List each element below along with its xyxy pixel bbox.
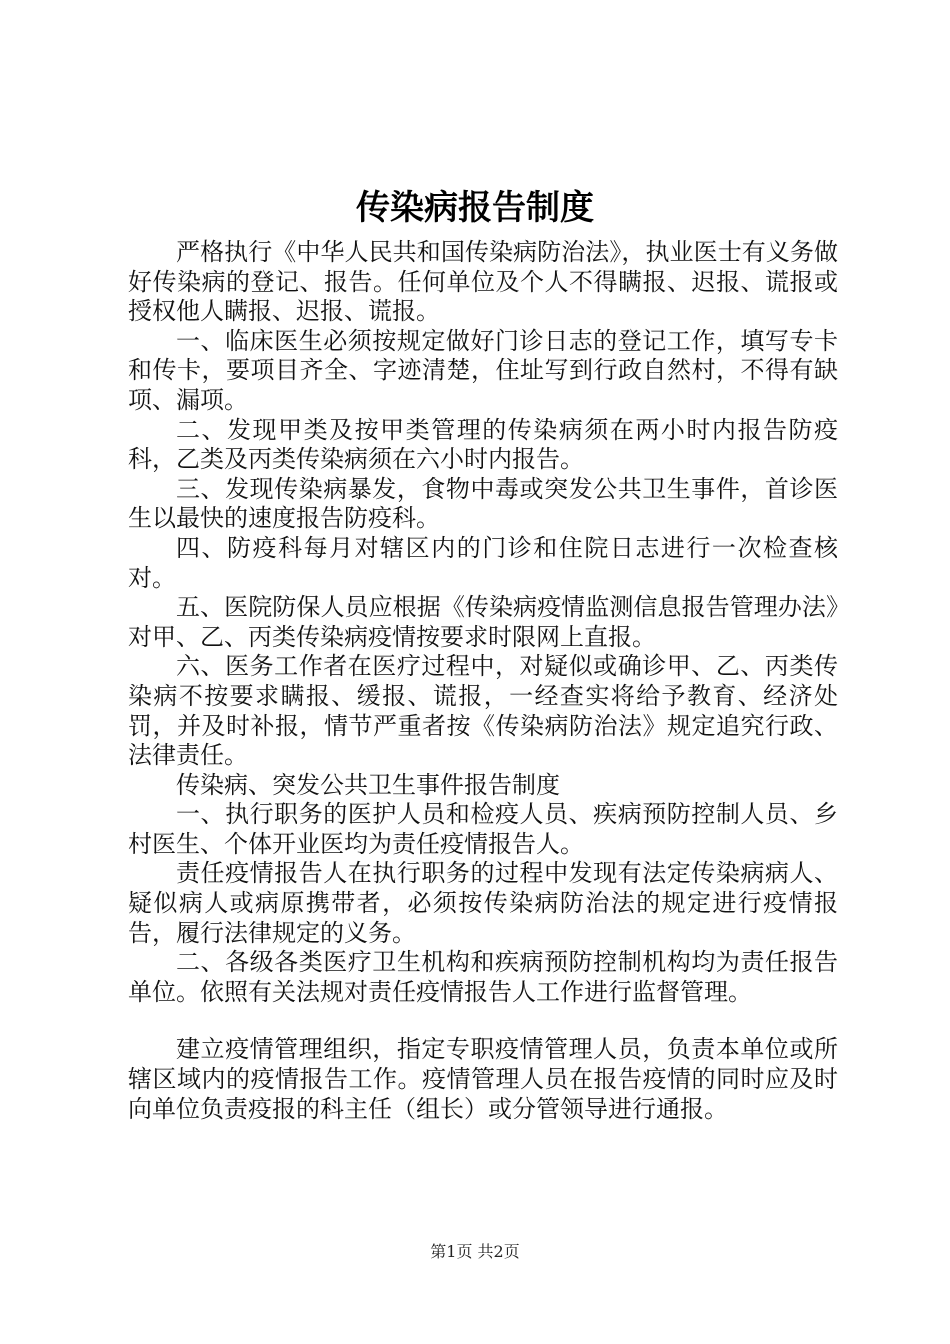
paragraph-item-1: 一、临床医生必须按规定做好门诊日志的登记工作，填写专卡和传卡，要项目齐全、字迹清楚，住址写到行政自然村，不得有缺项、漏项。 [128,326,838,414]
paragraph-item-3: 三、发现传染病暴发，食物中毒或突发公共卫生事件，首诊医生以最快的速度报告防疫科。 [128,474,838,533]
paragraph-reporter-duty: 责任疫情报告人在执行职务的过程中发现有法定传染病病人、疑似病人或病原携带者，必须按传染病防治法的规定进行疫情报告，履行法律规定的义务。 [128,859,838,947]
paragraph-section-2: 二、各级各类医疗卫生机构和疾病预防控制机构均为责任报告单位。依照有关法规对责任疫情报告人工作进行监督管理。 [128,948,838,1006]
paragraph-item-2: 二、发现甲类及按甲类管理的传染病须在两小时内报告防疫科，乙类及丙类传染病须在六小时内报告。 [128,415,838,474]
paragraph-section-1: 一、执行职务的医护人员和检疫人员、疾病预防控制人员、乡村医生、个体开业医均为责任疫情报告人。 [128,800,838,858]
document-body [128,238,838,1124]
paragraph-organization: 建立疫情管理组织，指定专职疫情管理人员，负责本单位或所辖区域内的疫情报告工作。疫情管理人员在报告疫情的同时应及时向单位负责疫报的科主任（组长）或分管领导进行通报。 [128,1035,838,1123]
paragraph-item-5: 五、医院防保人员应根据《传染病疫情监测信息报告管理办法》对甲、乙、丙类传染病疫情按要求时限网上直报。 [128,593,838,651]
document-title: 传染病报告制度 [356,188,594,228]
section-heading: 传染病、突发公共卫生事件报告制度 [176,770,560,799]
paragraph-intro: 严格执行《中华人民共和国传染病防治法》，执业医士有义务做好传染病的登记、报告。任何单位及个人不得瞒报、迟报、谎报或授权他人瞒报、迟报、谎报。 [128,238,838,326]
page-number-footer: 第1页 共2页 [430,1242,520,1261]
paragraph-item-6: 六、医务工作者在医疗过程中，对疑似或确诊甲、乙、丙类传染病不按要求瞒报、缓报、谎报，一经查实将给予教育、经济处罚，并及时补报，情节严重者按《传染病防治法》规定追究行政、法律责任。 [128,652,838,770]
paragraph-item-4: 四、防疫科每月对辖区内的门诊和住院日志进行一次检查核对。 [128,533,838,592]
